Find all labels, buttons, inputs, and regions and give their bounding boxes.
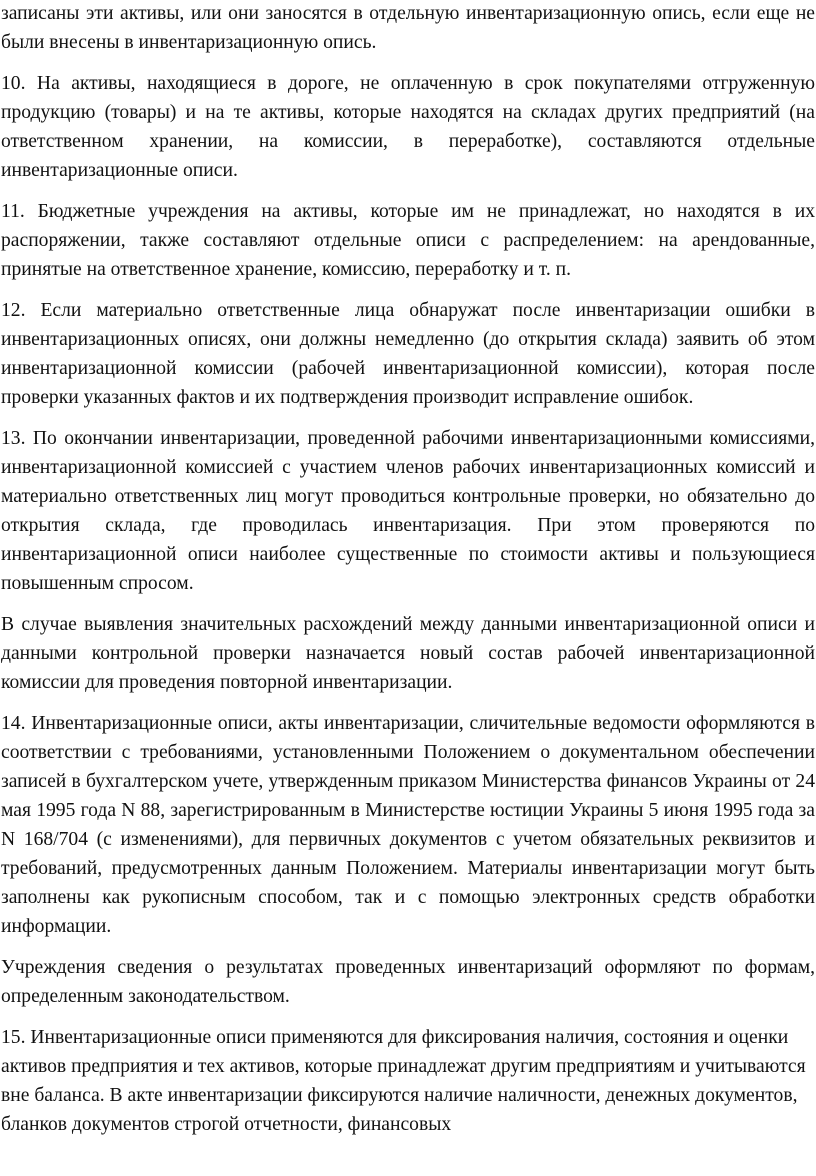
paragraph-item-10: 10. На активы, находящиеся в дороге, не оплаченную в срок покупателями отгруженную продукцию (товары) и на те активы, которые находятся на складах других предприятий (на ответственном хранении, на комиссии, в переработке), составляются отдельные инвентаризационные описи.	[1, 73, 815, 181]
paragraph-results-forms: Учреждения сведения о результатах проведенных инвентаризаций оформляют по формам, определенным законодательством.	[1, 957, 815, 1007]
paragraph-discrepancies: В случае выявления значительных расхождений между данными инвентаризационной описи и данными контрольной проверки назначается новый состав рабочей инвентаризационной комиссии для проведения повторной инвентаризации.	[1, 614, 815, 693]
paragraph-item-15: 15. Инвентаризационные описи применяются для фиксирования наличия, состояния и оценки активов предприятия и тех активов, которые принадлежат другим предприятиям и учитываются вне баланса. В акте инвентаризации фиксируются наличие наличности, денежных документов, бланков документов строгой отчетности, финансовых	[1, 1027, 806, 1135]
paragraph-continuation: записаны эти активы, или они заносятся в отдельную инвентаризационную опись, если еще не были внесены в инвентаризационную опись.	[1, 3, 815, 53]
paragraph-item-14: 14. Инвентаризационные описи, акты инвентаризации, сличительные ведомости оформляются в соответствии с требованиями, установленными Положением о документальном обеспечении записей в бухгалтерском учете, утвержденным приказом Министерства финансов Украины от 24 мая 1995 года N 88, зарегистрированным в Министерстве юстиции Украины 5 июня 1995 года за N 168/704 (с изменениями), для первичных документов с учетом обязательных реквизитов и требований, предусмотренных данным Положением. Материалы инвентаризации могут быть заполнены как рукописным способом, так и с помощью электронных средств обработки информации.	[1, 713, 815, 937]
paragraph-item-13: 13. По окончании инвентаризации, проведенной рабочими инвентаризационными комиссиями, инвентаризационной комиссией с участием членов рабочих инвентаризационных комиссий и материально ответственных лиц могут проводиться контрольные проверки, но обязательно до открытия склада, где проводилась инвентаризация. При этом проверяются по инвентаризационной описи наиболее существенные по стоимости активы и пользующиеся повышенным спросом.	[1, 428, 815, 594]
paragraph-item-11: 11. Бюджетные учреждения на активы, которые им не принадлежат, но находятся в их распоряжении, также составляют отдельные описи с распределением: на арендованные, принятые на ответственное хранение, комиссию, переработку и т. п.	[1, 201, 815, 280]
paragraph-item-12: 12. Если материально ответственные лица обнаружат после инвентаризации ошибки в инвентаризационных описях, они должны немедленно (до открытия склада) заявить об этом инвентаризационной комиссии (рабочей инвентаризационной комиссии), которая после проверки указанных фактов и их подтверждения производит исправление ошибок.	[1, 300, 815, 408]
